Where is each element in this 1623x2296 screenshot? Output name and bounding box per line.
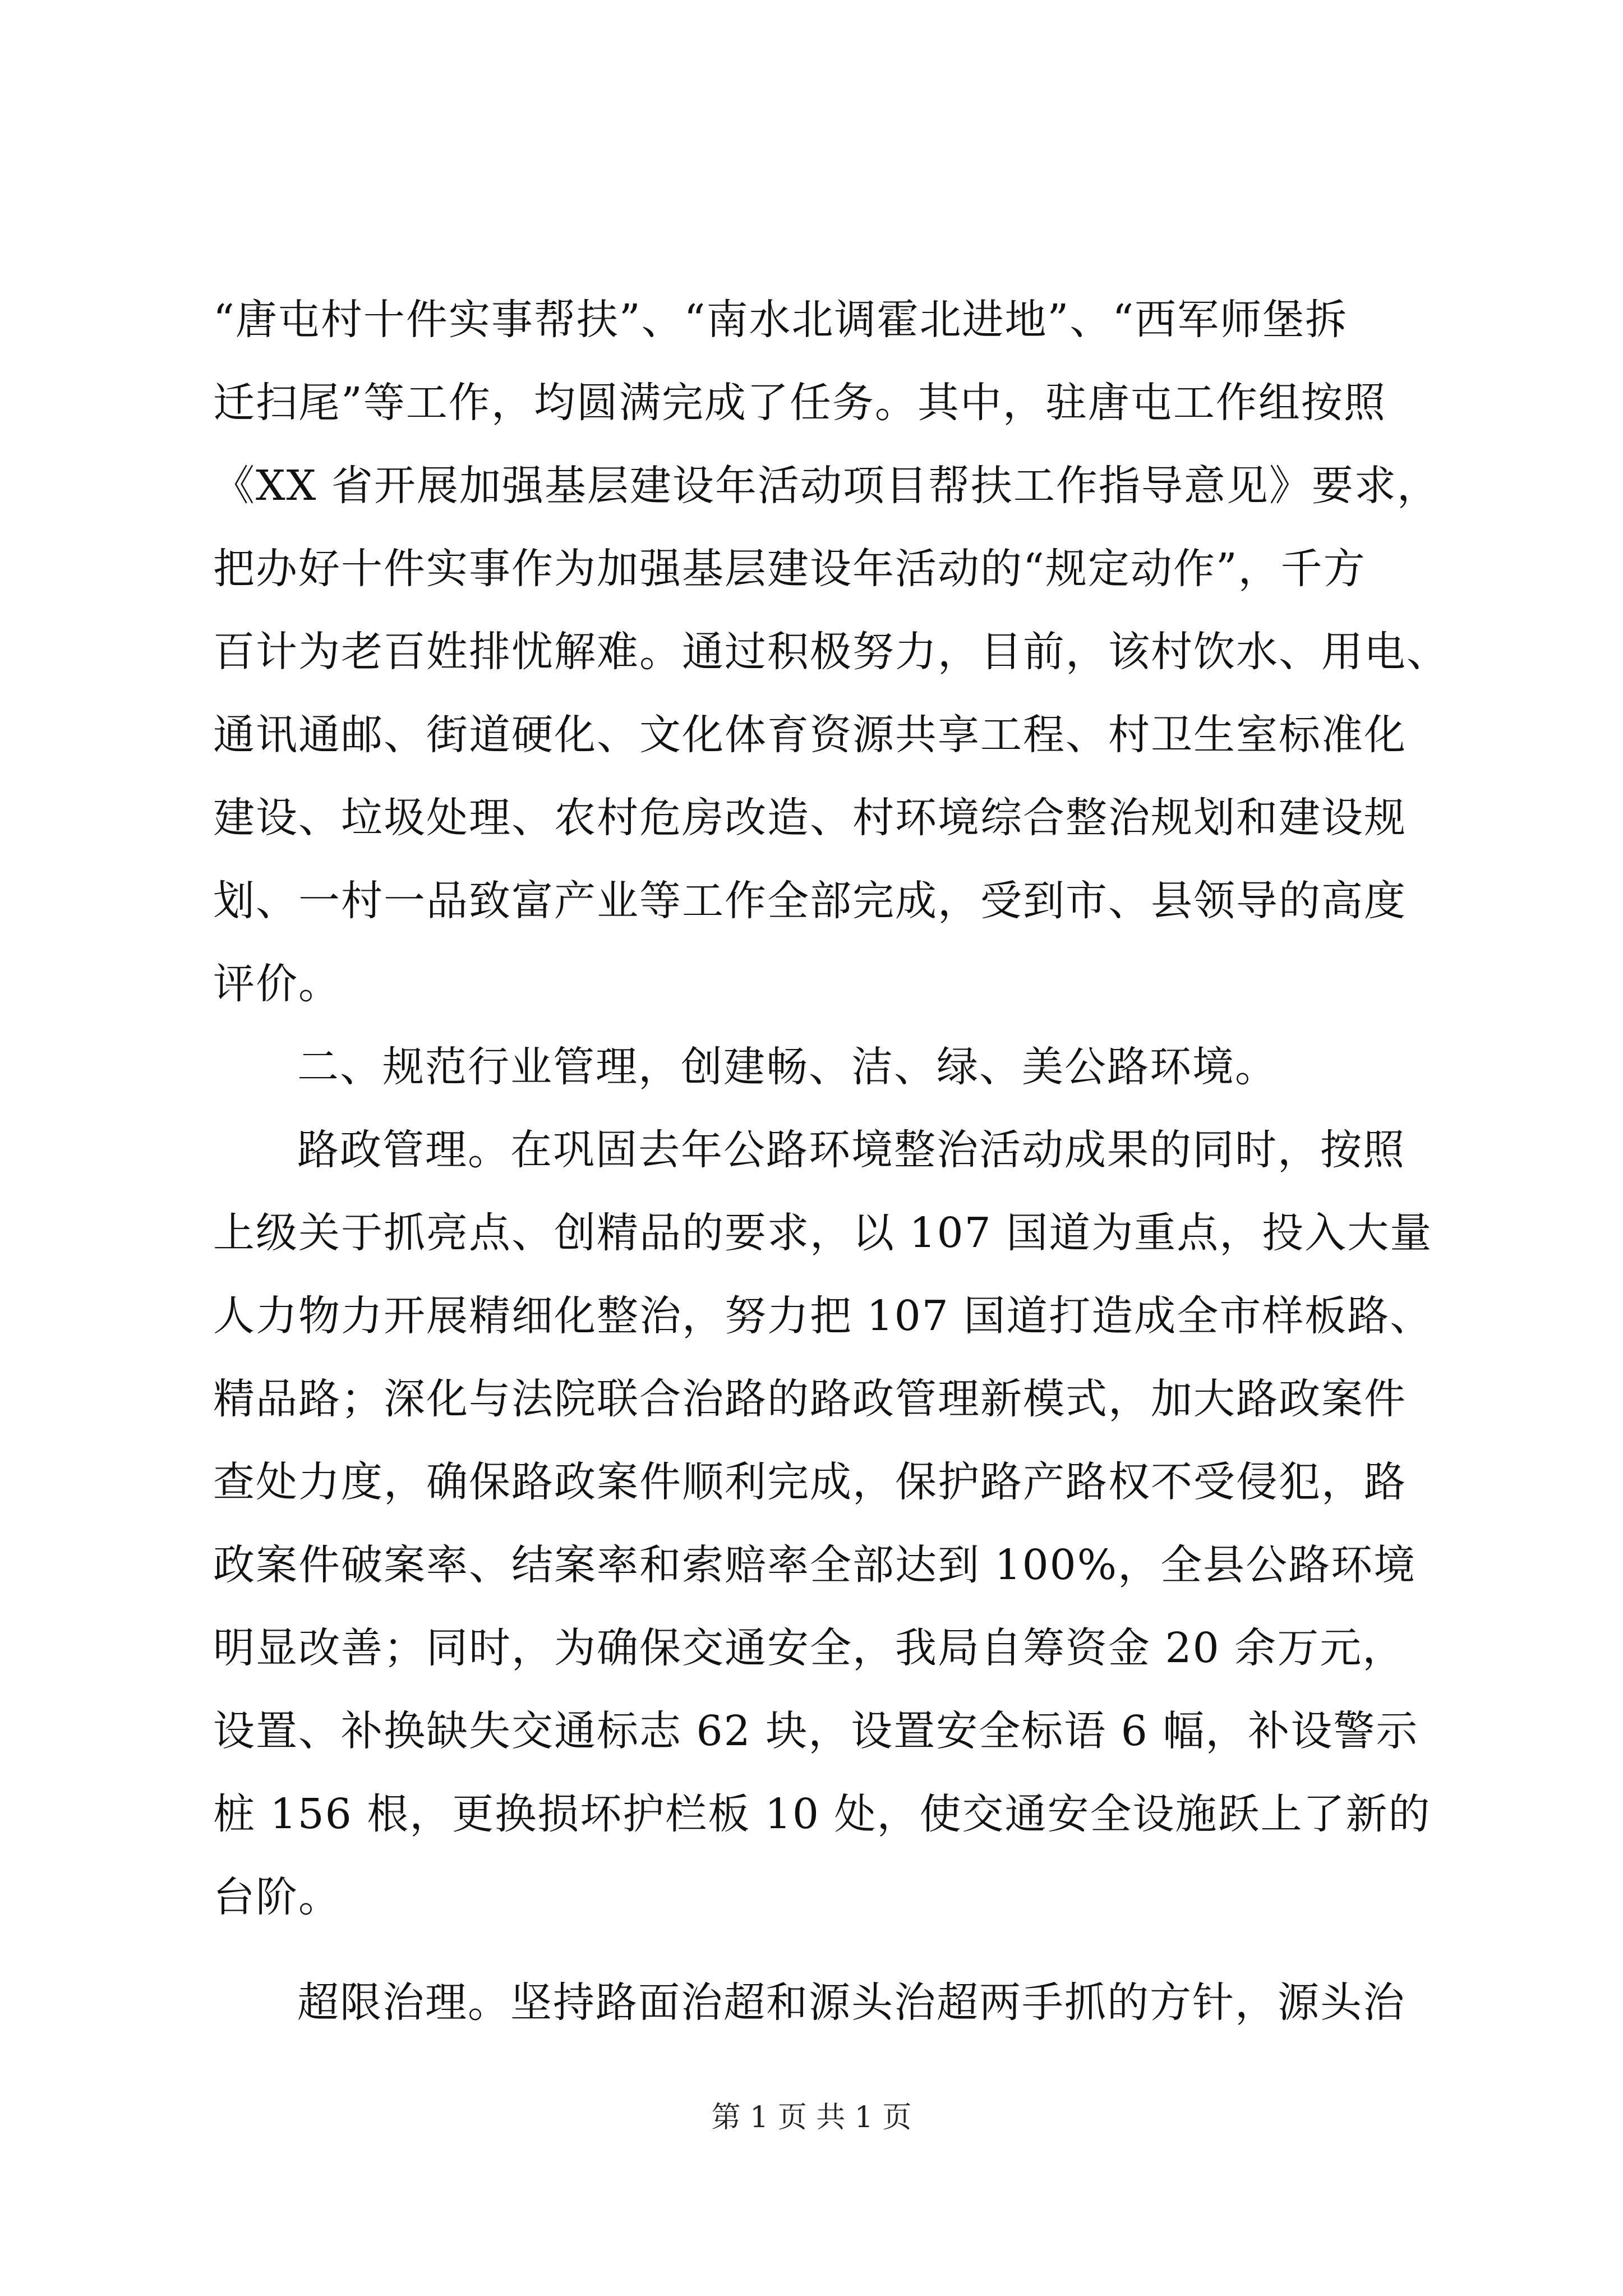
page-footer: 第 1 页 共 1 页 bbox=[711, 2101, 912, 2134]
text-line: 精品路；深化与法院联合治路的路政管理新模式，加大路政案件 bbox=[213, 1375, 1407, 1423]
text-line: “唐屯村十件实事帮扶”、“南水北调霍北进地”、“西军师堡拆 bbox=[213, 296, 1348, 344]
text-line: 政案件破案率、结案率和索赔率全部达到 100%，全县公路环境 bbox=[213, 1541, 1417, 1589]
text-line: 人力物力开展精细化整治，努力把 107 国道打造成全市样板路、 bbox=[213, 1292, 1433, 1340]
text-line: 台阶。 bbox=[213, 1873, 341, 1921]
text-line: 查处力度，确保路政案件顺利完成，保护路产路权不受侵犯，路 bbox=[213, 1458, 1407, 1506]
text-line: 把办好十件实事作为加强基层建设年活动的“规定动作”，千方 bbox=[213, 545, 1366, 593]
text-line: 百计为老百姓排忧解难。通过积极努力，目前，该村饮水、用电、 bbox=[213, 628, 1449, 676]
text-line: 桩 156 根，更换损坏护栏板 10 处，使交通安全设施跃上了新的 bbox=[213, 1790, 1431, 1838]
text-line: 评价。 bbox=[213, 960, 341, 1008]
section-heading: 二、规范行业管理，创建畅、洁、绿、美公路环境。 bbox=[297, 1043, 1278, 1091]
text-line: 建设、垃圾处理、农村危房改造、村环境综合整治规划和建设规 bbox=[213, 794, 1407, 842]
text-line: 上级关于抓亮点、创精品的要求，以 107 国道为重点，投入大量 bbox=[213, 1209, 1433, 1257]
paragraph-start: 超限治理。坚持路面治超和源头治超两手抓的方针，源头治 bbox=[297, 1978, 1405, 2027]
text-line: 设置、补换缺失交通标志 62 块，设置安全标语 6 幅，补设警示 bbox=[213, 1707, 1419, 1755]
text-line: 《XX 省开展加强基层建设年活动项目帮扶工作指导意见》要求， bbox=[213, 462, 1440, 510]
paragraph-start: 路政管理。在巩固去年公路环境整治活动成果的同时，按照 bbox=[297, 1126, 1405, 1174]
text-line: 明显改善；同时，为确保交通安全，我局自筹资金 20 余万元， bbox=[213, 1624, 1405, 1672]
text-line: 迁扫尾”等工作，均圆满完成了任务。其中，驻唐屯工作组按照 bbox=[213, 379, 1386, 427]
text-line: 划、一村一品致富产业等工作全部完成，受到市、县领导的高度 bbox=[213, 877, 1407, 925]
text-line: 通讯通邮、街道硬化、文化体育资源共享工程、村卫生室标准化 bbox=[213, 711, 1407, 759]
